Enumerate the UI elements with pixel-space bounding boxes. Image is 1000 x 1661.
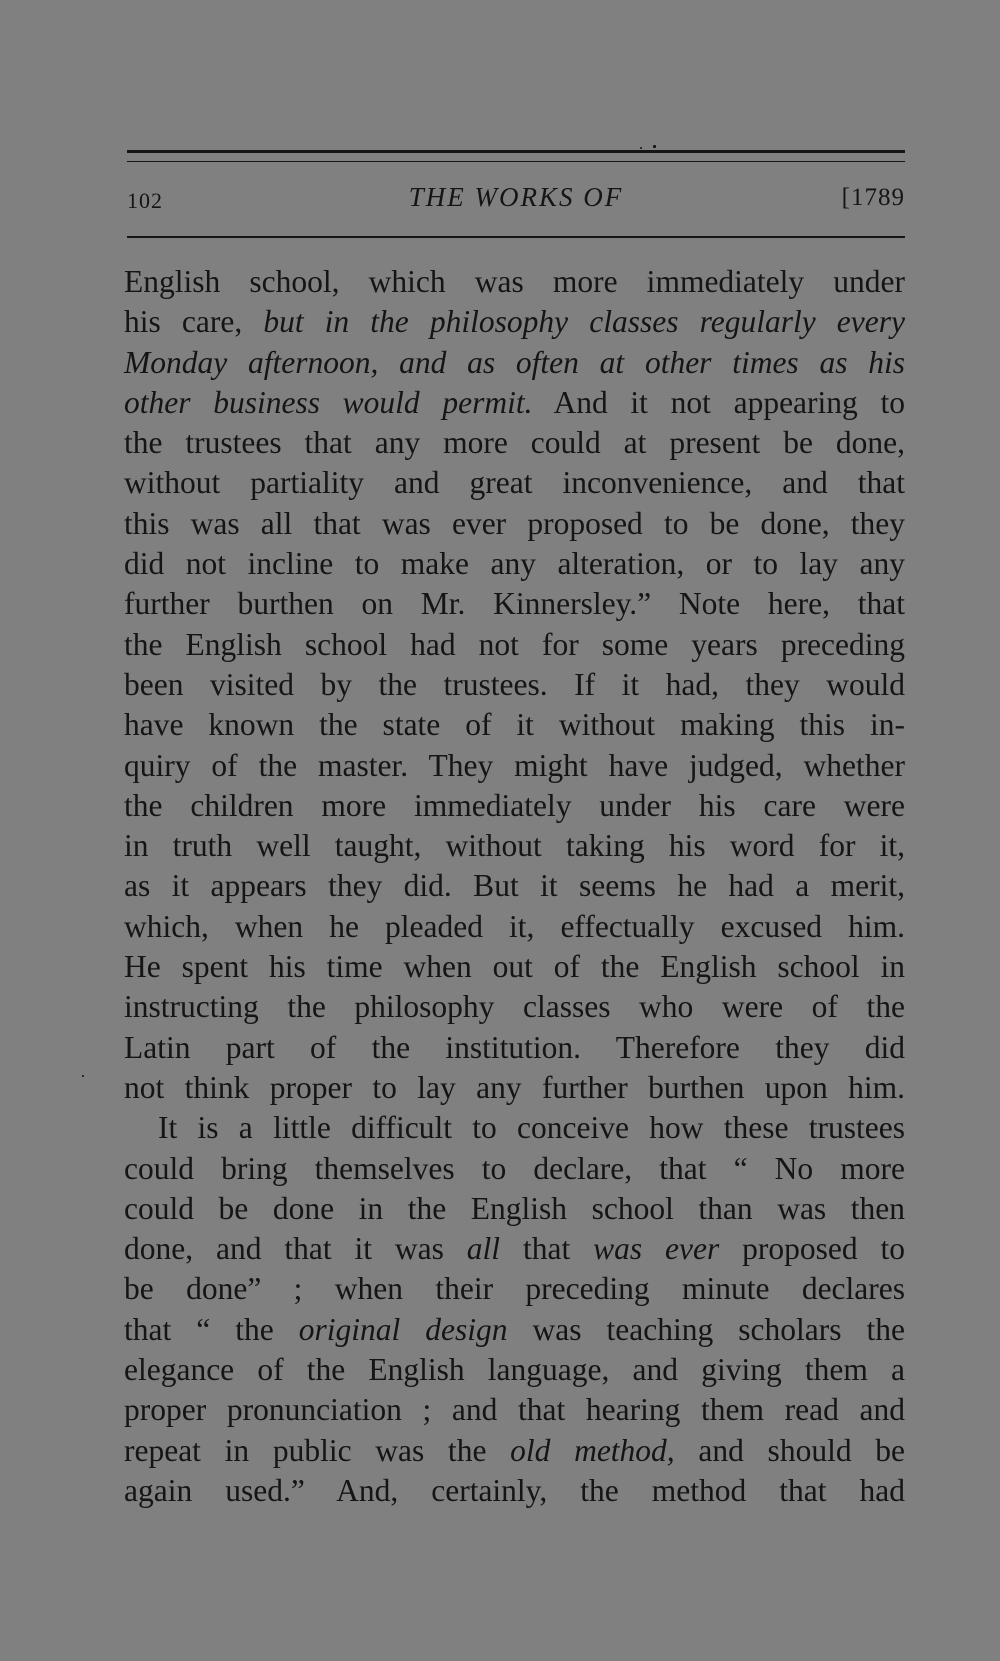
text-line [124,1189,905,1229]
text-segment: quiry of the master. They might have judged, whether [124,747,905,783]
top-rule-thick [127,150,905,153]
text-segment: which, when he pleaded it, effectually excused him. [124,908,905,944]
text-line [124,826,905,866]
text-line [124,584,905,624]
text-segment: his care, [124,304,264,340]
text-line [124,1471,905,1511]
text-segment: that [500,1231,594,1267]
text-segment: this was all that was ever proposed to be done, they [124,505,905,541]
text-line [124,987,905,1027]
ink-speck [82,1075,84,1077]
text-segment: did not incline to make any alteration, or to lay any [124,546,905,582]
text-line [124,463,905,503]
text-segment: without partiality and great inconvenience, and that [124,465,905,501]
text-line [124,866,905,906]
text-segment: done, and that it was [124,1231,467,1267]
text-line [124,423,905,463]
italic-text: other business would permit. [124,384,533,420]
text-line [124,343,905,383]
text-line [124,504,905,544]
text-segment: that “ the [124,1311,299,1347]
italic-text: but in the philosophy classes regularly every [263,304,905,340]
text-line [124,746,905,786]
text-line [124,1229,905,1269]
ink-speck [653,145,656,148]
text-segment: proper pronunciation ; and that hearing them read and [124,1392,905,1428]
italic-text: was ever [593,1231,720,1267]
text-line [124,625,905,665]
italic-text: all [466,1231,501,1267]
text-segment: And it not appearing to [532,384,905,420]
text-line [124,1149,905,1189]
text-line [124,907,905,947]
text-line [124,947,905,987]
text-segment: the children more immediately under his care were [124,787,905,823]
text-segment: It is a little difficult to conceive how these trustees [158,1110,905,1146]
text-segment: repeat in public was the [124,1432,511,1468]
text-segment: be done” ; when their preceding minute declares [124,1271,905,1307]
text-line [124,302,905,342]
text-segment: been visited by the trustees. If it had, they would [124,666,905,702]
text-line [124,1068,905,1108]
text-line [124,383,905,423]
text-segment: have known the state of it without making this in- [124,707,905,743]
text-line [124,786,905,826]
text-segment: Latin part of the institution. Therefore they did [124,1029,905,1065]
italic-text: Monday afternoon, and as often at other times as his [124,344,905,380]
text-line [124,1269,905,1309]
text-line [124,1390,905,1430]
text-line [124,1108,905,1148]
text-line [124,1310,905,1350]
text-segment: elegance of the English language, and giving them a [124,1352,905,1388]
text-segment: He spent his time when out of the English school in [124,949,905,985]
text-segment: instructing the philosophy classes who were of the [124,989,905,1025]
top-rule-thin [127,161,905,162]
text-line [124,1431,905,1471]
text-line [124,262,905,302]
text-line [124,705,905,745]
text-segment: English school, which was more immediately under [124,264,905,299]
text-segment: further burthen on Mr. Kinnersley.” Note here, that [124,586,905,622]
running-title: THE WORKS OF [408,182,624,212]
text-segment: again used.” And, certainly, the method that had [124,1472,905,1508]
text-line [124,544,905,584]
text-segment: in truth well taught, without taking his word for it, [124,828,905,864]
page-number: 102 [127,188,163,213]
ink-speck [640,147,642,149]
header-rule [127,236,905,238]
text-segment: could be done in the English school than was then [124,1190,905,1226]
text-segment: the English school had not for some years preceding [124,626,905,662]
text-segment: was teaching scholars the [507,1311,905,1347]
running-head [127,182,905,222]
italic-text: old method, [510,1432,675,1468]
text-line [124,1350,905,1390]
text-line [124,1028,905,1068]
text-segment: could bring themselves to declare, that “ No more [124,1150,905,1186]
text-segment: and should be [674,1432,905,1468]
body-text [124,262,905,1511]
italic-text: original design [298,1311,508,1347]
text-line [124,665,905,705]
text-segment: as it appears they did. But it seems he had a merit, [124,868,905,904]
text-segment: proposed to [719,1231,905,1267]
text-segment: the trustees that any more could at present be done, [124,425,905,461]
running-year: [1789 [841,184,905,211]
text-segment: not think proper to lay any further burthen upon him. [124,1069,905,1105]
